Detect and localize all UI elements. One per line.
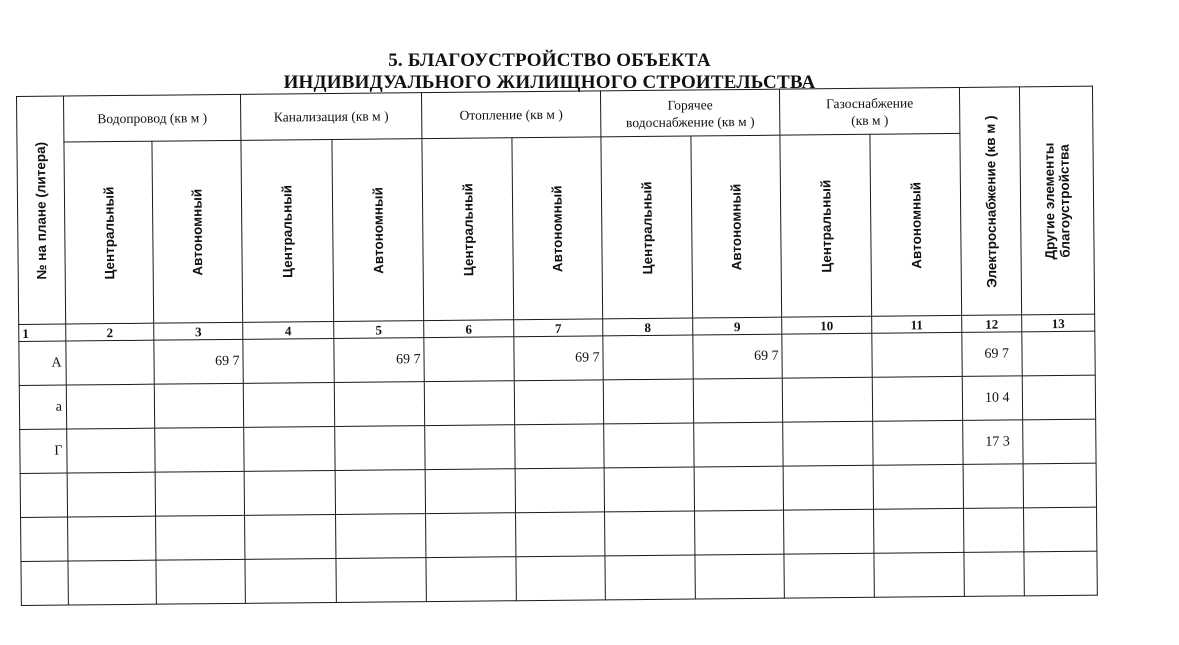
cell-heating-autonomous bbox=[516, 556, 605, 601]
header-other-label bbox=[1041, 142, 1072, 259]
col-number: 1 bbox=[19, 324, 66, 341]
sub-hotwater-autonomous bbox=[691, 135, 782, 318]
cell-sewer-autonomous bbox=[334, 382, 424, 427]
cell-water-autonomous: 69 7 bbox=[154, 339, 243, 384]
cell bbox=[603, 379, 693, 424]
cell-heating-autonomous bbox=[516, 512, 605, 557]
cell bbox=[1023, 419, 1096, 464]
liter-cell: Г bbox=[20, 429, 67, 473]
cell-water-autonomous bbox=[156, 515, 245, 560]
cell bbox=[873, 464, 963, 509]
cell bbox=[244, 426, 335, 471]
cell-sewer-autonomous bbox=[336, 558, 426, 603]
cell-hotwater-autonomous bbox=[694, 422, 783, 467]
cell bbox=[67, 428, 155, 473]
sub-label: Автономный bbox=[549, 184, 566, 272]
cell-sewer-autonomous: 69 7 bbox=[334, 338, 424, 383]
cell bbox=[1022, 331, 1095, 376]
cell bbox=[424, 337, 514, 382]
sub-heating-central bbox=[422, 138, 514, 321]
cell bbox=[245, 514, 336, 559]
cell-electric: 17 3 bbox=[963, 420, 1023, 465]
cell-water-autonomous bbox=[155, 427, 244, 472]
header-other-line1: Другие элементы bbox=[1041, 142, 1058, 260]
cell bbox=[426, 557, 516, 602]
header-plan-no-label: № на плане (литера) bbox=[32, 141, 50, 280]
cell bbox=[426, 513, 516, 558]
cell bbox=[66, 340, 154, 385]
sub-label: Центральный bbox=[279, 184, 296, 278]
cell-sewer-autonomous bbox=[335, 470, 425, 515]
cell-heating-autonomous: 69 7 bbox=[514, 336, 603, 381]
col-number: 9 bbox=[693, 317, 782, 335]
col-number: 12 bbox=[962, 315, 1022, 333]
col-number: 10 bbox=[782, 316, 872, 334]
cell-water-autonomous bbox=[156, 559, 245, 604]
cell bbox=[782, 333, 872, 378]
title-line-2: ИНДИВИДУАЛЬНОГО ЖИЛИЩНОГО СТРОИТЕЛЬСТВА bbox=[283, 72, 816, 93]
cell-sewer-autonomous bbox=[335, 426, 425, 471]
sub-gas-autonomous bbox=[870, 133, 962, 316]
header-hotwater-line2: водоснабжение (кв м ) bbox=[625, 113, 755, 130]
col-number: 13 bbox=[1022, 314, 1095, 332]
cell bbox=[245, 558, 336, 603]
cell bbox=[66, 384, 154, 429]
cell bbox=[782, 377, 872, 422]
col-number: 8 bbox=[603, 318, 693, 336]
cell bbox=[425, 469, 515, 514]
header-gas-line1: Газоснабжение bbox=[825, 94, 914, 111]
cell bbox=[872, 332, 962, 377]
title-line-1: 5. БЛАГОУСТРОЙСТВО ОБЪЕКТА bbox=[388, 50, 711, 71]
sub-label: Центральный bbox=[459, 182, 476, 276]
header-hotwater-line1: Горячее bbox=[667, 96, 713, 113]
cell bbox=[874, 508, 964, 553]
table-row bbox=[21, 551, 1097, 605]
cell-heating-autonomous bbox=[515, 468, 604, 513]
sub-sewer-autonomous bbox=[332, 139, 424, 322]
col-number: 4 bbox=[243, 321, 334, 339]
cell bbox=[874, 552, 964, 597]
cell bbox=[603, 335, 693, 380]
liter-cell bbox=[21, 517, 68, 561]
sub-label: Центральный bbox=[817, 179, 834, 273]
col-number: 5 bbox=[334, 321, 424, 339]
header-water: Водопровод (кв м ) bbox=[64, 94, 241, 142]
header-electric bbox=[959, 87, 1021, 316]
cell bbox=[783, 421, 873, 466]
header-gas-line2: (кв м ) bbox=[851, 112, 889, 128]
cell bbox=[605, 511, 695, 556]
cell-heating-autonomous bbox=[514, 380, 603, 425]
cell-water-autonomous bbox=[155, 471, 244, 516]
sub-heating-autonomous bbox=[512, 137, 603, 320]
header-sewer: Канализация (кв м ) bbox=[240, 93, 421, 141]
cell bbox=[784, 509, 874, 554]
cell bbox=[604, 423, 694, 468]
cell bbox=[1023, 463, 1096, 508]
sub-sewer-central bbox=[241, 139, 334, 322]
cell-hotwater-autonomous: 69 7 bbox=[693, 334, 782, 379]
sub-water-central bbox=[64, 141, 154, 324]
cell bbox=[67, 472, 155, 517]
header-other-line2: благоустройства bbox=[1056, 143, 1073, 258]
cell-electric: 69 7 bbox=[962, 332, 1022, 377]
cell-hotwater-autonomous bbox=[694, 466, 783, 511]
sub-label: Автономный bbox=[728, 183, 745, 271]
cell-hotwater-autonomous bbox=[695, 554, 784, 599]
sub-water-autonomous bbox=[152, 140, 243, 323]
cell bbox=[1023, 507, 1096, 552]
liter-cell: а bbox=[19, 385, 66, 429]
col-number: 6 bbox=[424, 320, 514, 338]
cell-electric bbox=[963, 464, 1023, 509]
col-number: 2 bbox=[66, 323, 154, 341]
cell bbox=[244, 470, 335, 515]
col-number: 11 bbox=[872, 315, 962, 333]
cell-electric bbox=[964, 552, 1024, 597]
cell bbox=[1022, 375, 1095, 420]
header-electric-label: Электроснабжение (кв м ) bbox=[982, 114, 999, 288]
cell-sewer-autonomous bbox=[336, 514, 426, 559]
cell-electric bbox=[964, 508, 1024, 553]
header-hotwater bbox=[600, 89, 779, 137]
cell-hotwater-autonomous bbox=[693, 378, 782, 423]
sub-label: Центральный bbox=[100, 186, 117, 280]
liter-cell bbox=[21, 561, 68, 605]
sub-hotwater-central bbox=[601, 136, 693, 319]
cell-electric: 10 4 bbox=[962, 376, 1022, 421]
header-plan-no bbox=[17, 96, 66, 324]
improvement-table bbox=[16, 86, 1098, 606]
cell-hotwater-autonomous bbox=[695, 510, 784, 555]
liter-cell: А bbox=[19, 341, 66, 385]
cell bbox=[68, 516, 156, 561]
header-gas bbox=[779, 87, 959, 135]
sub-label: Центральный bbox=[638, 180, 655, 274]
header-heating: Отопление (кв м ) bbox=[421, 91, 600, 139]
sub-label: Автономный bbox=[369, 186, 386, 274]
cell bbox=[243, 382, 334, 427]
sub-label: Автономный bbox=[189, 188, 206, 276]
cell bbox=[604, 467, 694, 512]
cell bbox=[784, 553, 874, 598]
cell bbox=[873, 420, 963, 465]
col-number: 7 bbox=[514, 319, 603, 337]
sub-gas-central bbox=[780, 134, 872, 317]
sub-label: Автономный bbox=[907, 181, 924, 269]
liter-cell bbox=[20, 473, 67, 517]
header-other bbox=[1019, 86, 1094, 315]
cell bbox=[424, 381, 514, 426]
cell bbox=[605, 555, 695, 600]
cell bbox=[783, 465, 873, 510]
cell bbox=[872, 376, 962, 421]
cell bbox=[425, 425, 515, 470]
cell bbox=[68, 560, 156, 605]
cell-water-autonomous bbox=[154, 383, 243, 428]
col-number: 3 bbox=[154, 322, 243, 340]
cell bbox=[243, 338, 334, 383]
cell bbox=[1024, 551, 1097, 596]
cell-heating-autonomous bbox=[515, 424, 604, 469]
